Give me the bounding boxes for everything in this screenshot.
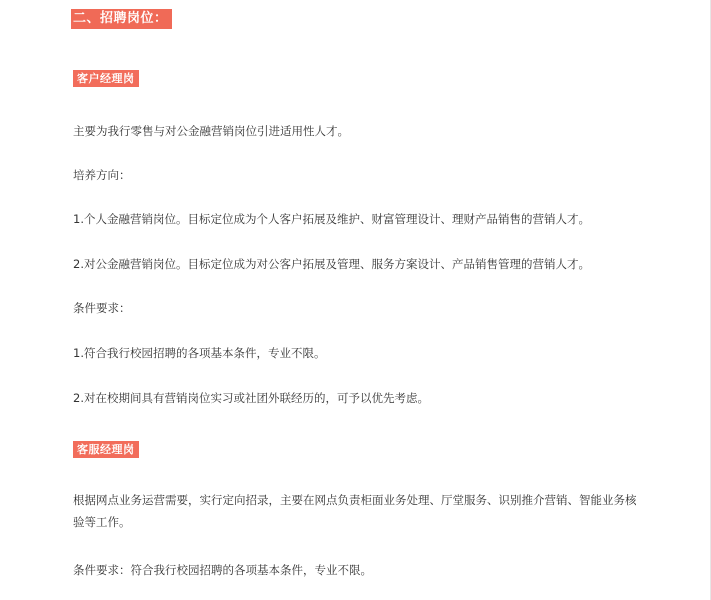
manager-direction-2: 2.对公金融营销岗位。目标定位成为对公客户拓展及管理、服务方案设计、产品销售管理的营销人才。 — [73, 257, 590, 271]
manager-intro: 主要为我行零售与对公金融营销岗位引进适用性人才。 — [73, 124, 349, 138]
position-tag-customer-manager: 客户经理岗 — [73, 70, 139, 87]
manager-requirement-1: 1.符合我行校园招聘的各项基本条件，专业不限。 — [73, 346, 326, 360]
section-title: 二、招聘岗位： — [71, 9, 172, 29]
position-tag-service-manager: 客服经理岗 — [73, 441, 139, 458]
service-description: 根据网点业务运营需要，实行定向招录，主要在网点负责柜面业务处理、厅堂服务、识别推介营销、智能业务核验等工作。 — [73, 493, 637, 529]
manager-requirement-2: 2.对在校期间具有营销岗位实习或社团外联经历的，可予以优先考虑。 — [73, 391, 429, 405]
manager-requirement-label: 条件要求： — [73, 301, 131, 315]
manager-direction-1: 1.个人金融营销岗位。目标定位成为个人客户拓展及维护、财富管理设计、理财产品销售的营销人才。 — [73, 212, 590, 226]
service-requirement: 条件要求：符合我行校园招聘的各项基本条件，专业不限。 — [73, 563, 372, 577]
manager-direction-label: 培养方向： — [73, 168, 131, 182]
